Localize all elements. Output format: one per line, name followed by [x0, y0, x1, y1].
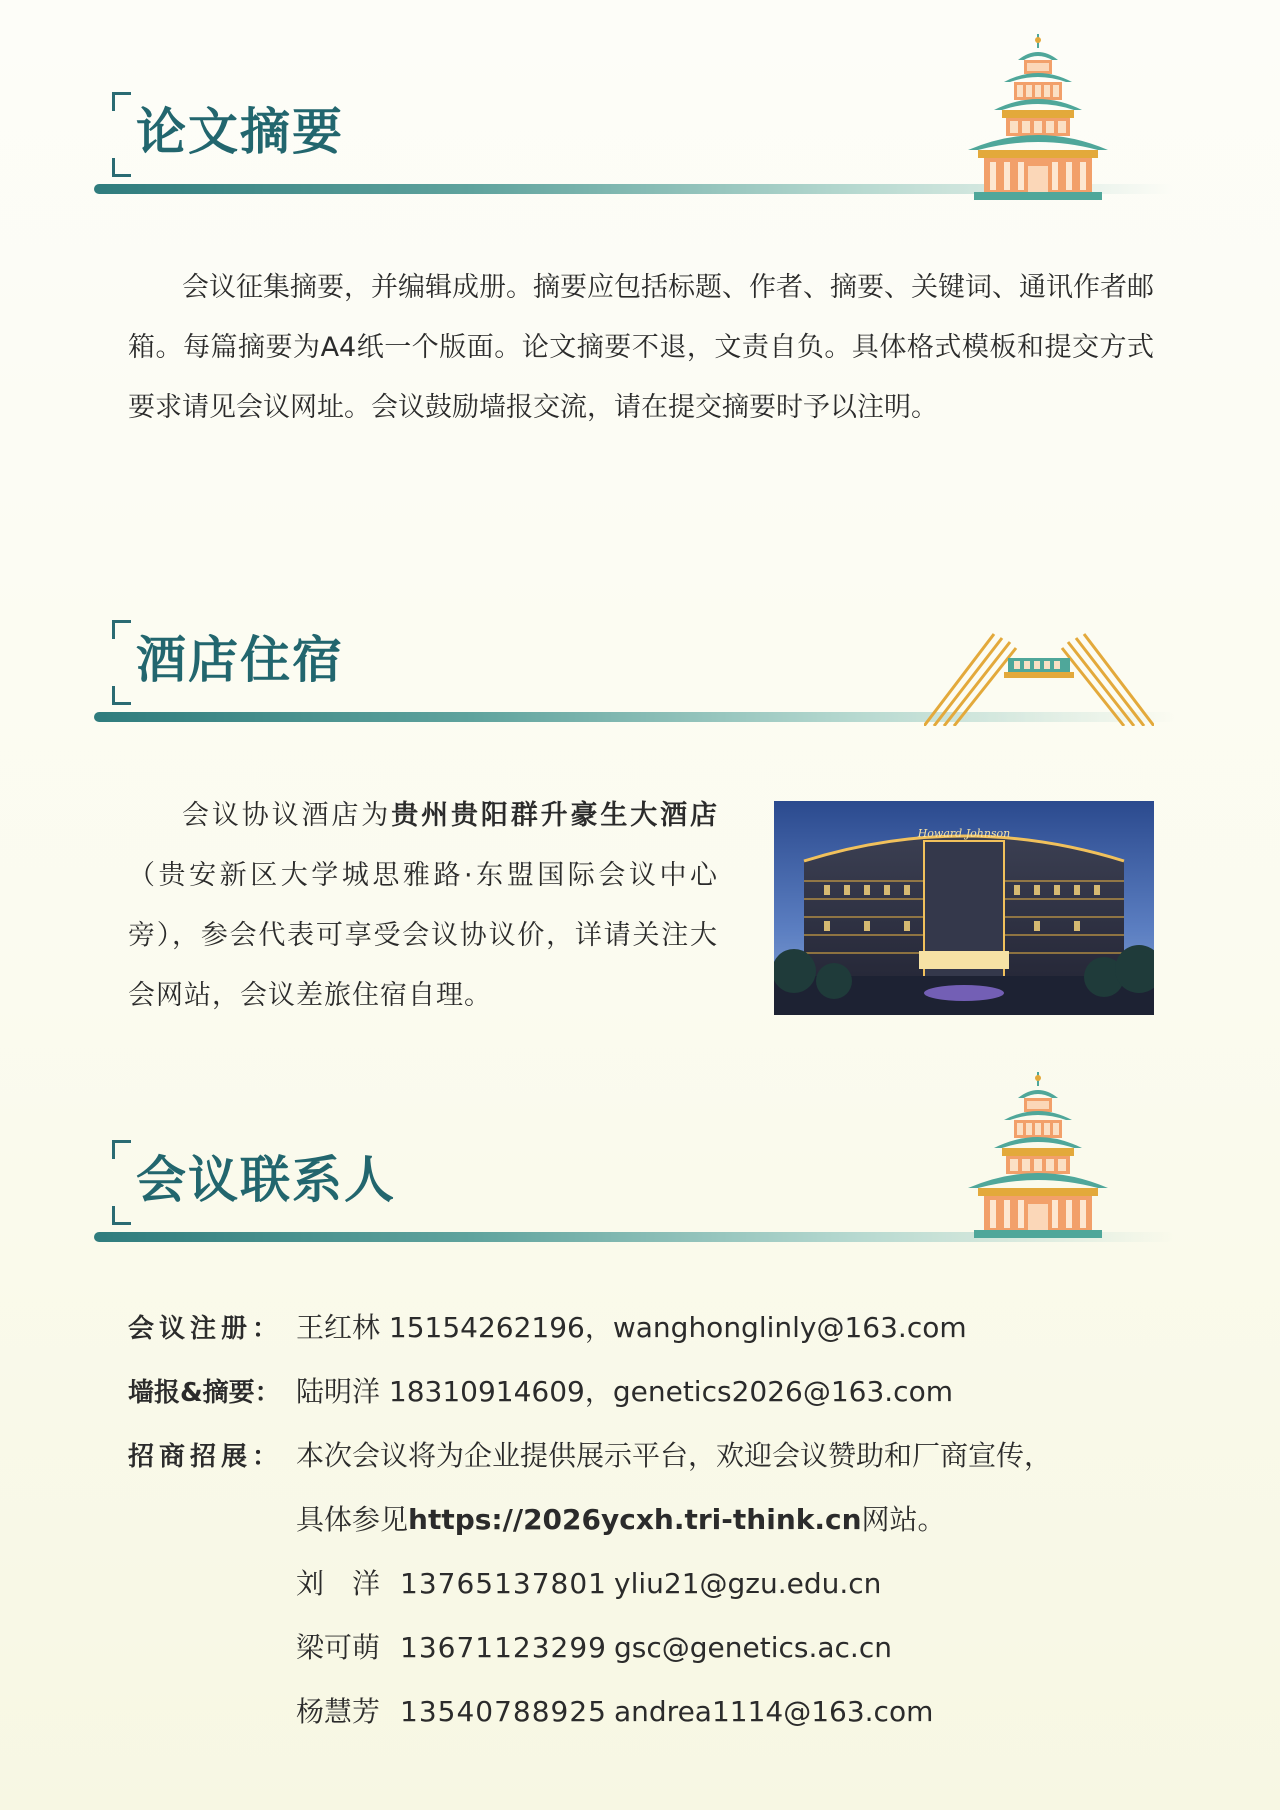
contact-registration [128, 1308, 967, 1349]
section-title: 会议联系人 [136, 1151, 396, 1209]
bridge-arch-icon [924, 630, 1154, 726]
person-phone: 13765137801 [400, 1567, 607, 1600]
url-suffix: 网站。 [861, 1503, 946, 1536]
pagoda-icon [964, 34, 1112, 202]
exhibit-person-row [296, 1564, 881, 1604]
hotel-photo [774, 801, 1154, 1015]
person-email[interactable]: andrea1114@163.com [614, 1695, 934, 1728]
pagoda-icon [964, 1072, 1112, 1240]
hotel-intro: 会议协议酒店为 [182, 800, 392, 831]
bracket-corner-icon [112, 620, 131, 639]
person-name: 杨慧芳 [296, 1695, 381, 1728]
person-name: 刘 洋 [296, 1567, 381, 1600]
person-phone: 13671123299 [400, 1631, 607, 1664]
person-phone: 13540788925 [400, 1695, 607, 1728]
bracket-corner-icon [112, 1140, 131, 1159]
bracket-corner-icon [112, 1206, 131, 1225]
bracket-corner-icon [112, 92, 131, 111]
exhibit-person-row [296, 1692, 933, 1732]
hotel-name: 贵州贵阳群升豪生大酒店 [391, 800, 719, 831]
hotel-sign: Howard Johnson [917, 827, 1011, 840]
exhibit-url-line [296, 1500, 946, 1540]
person-name: 梁可萌 [296, 1631, 381, 1664]
contact-value: 王红林 15154262196，wanghonglinly@163.com [296, 1311, 967, 1344]
contact-label: 墙报&摘要： [128, 1378, 281, 1408]
person-email[interactable]: yliu21@gzu.edu.cn [614, 1567, 882, 1600]
person-email[interactable]: gsc@genetics.ac.cn [614, 1631, 892, 1664]
section-title: 论文摘要 [136, 103, 344, 161]
section-title: 酒店住宿 [136, 631, 344, 689]
contact-exhibit [128, 1436, 1052, 1477]
contact-value: 本次会议将为企业提供展示平台，欢迎会议赞助和厂商宣传， [296, 1439, 1053, 1472]
abstract-paragraph: 会议征集摘要，并编辑成册。摘要应包括标题、作者、摘要、关键词、通讯作者邮箱。每篇摘要为A4纸一个版面。论文摘要不退，文责自负。具体格式模板和提交方式要求请见会议网址。会议鼓励墙报交流，请在提交摘要时予以注明。 [128, 272, 1154, 423]
contact-label: 招商招展： [128, 1442, 284, 1472]
url-prefix: 具体参见 [296, 1503, 409, 1536]
bracket-corner-icon [112, 158, 131, 177]
bracket-corner-icon [112, 686, 131, 705]
hotel-paragraph [128, 786, 718, 1026]
hotel-details: （贵安新区大学城思雅路·东盟国际会议中心旁），参会代表可享受会议协议价，详请关注大会网站，会议差旅住宿自理。 [128, 860, 718, 1011]
exhibit-person-row [296, 1628, 892, 1668]
contact-poster [128, 1372, 953, 1413]
conference-url-link[interactable]: https://2026ycxh.tri-think.cn [408, 1503, 862, 1536]
contact-value: 陆明洋 18310914609，genetics2026@163.com [296, 1375, 953, 1408]
contact-label: 会议注册： [128, 1314, 284, 1344]
